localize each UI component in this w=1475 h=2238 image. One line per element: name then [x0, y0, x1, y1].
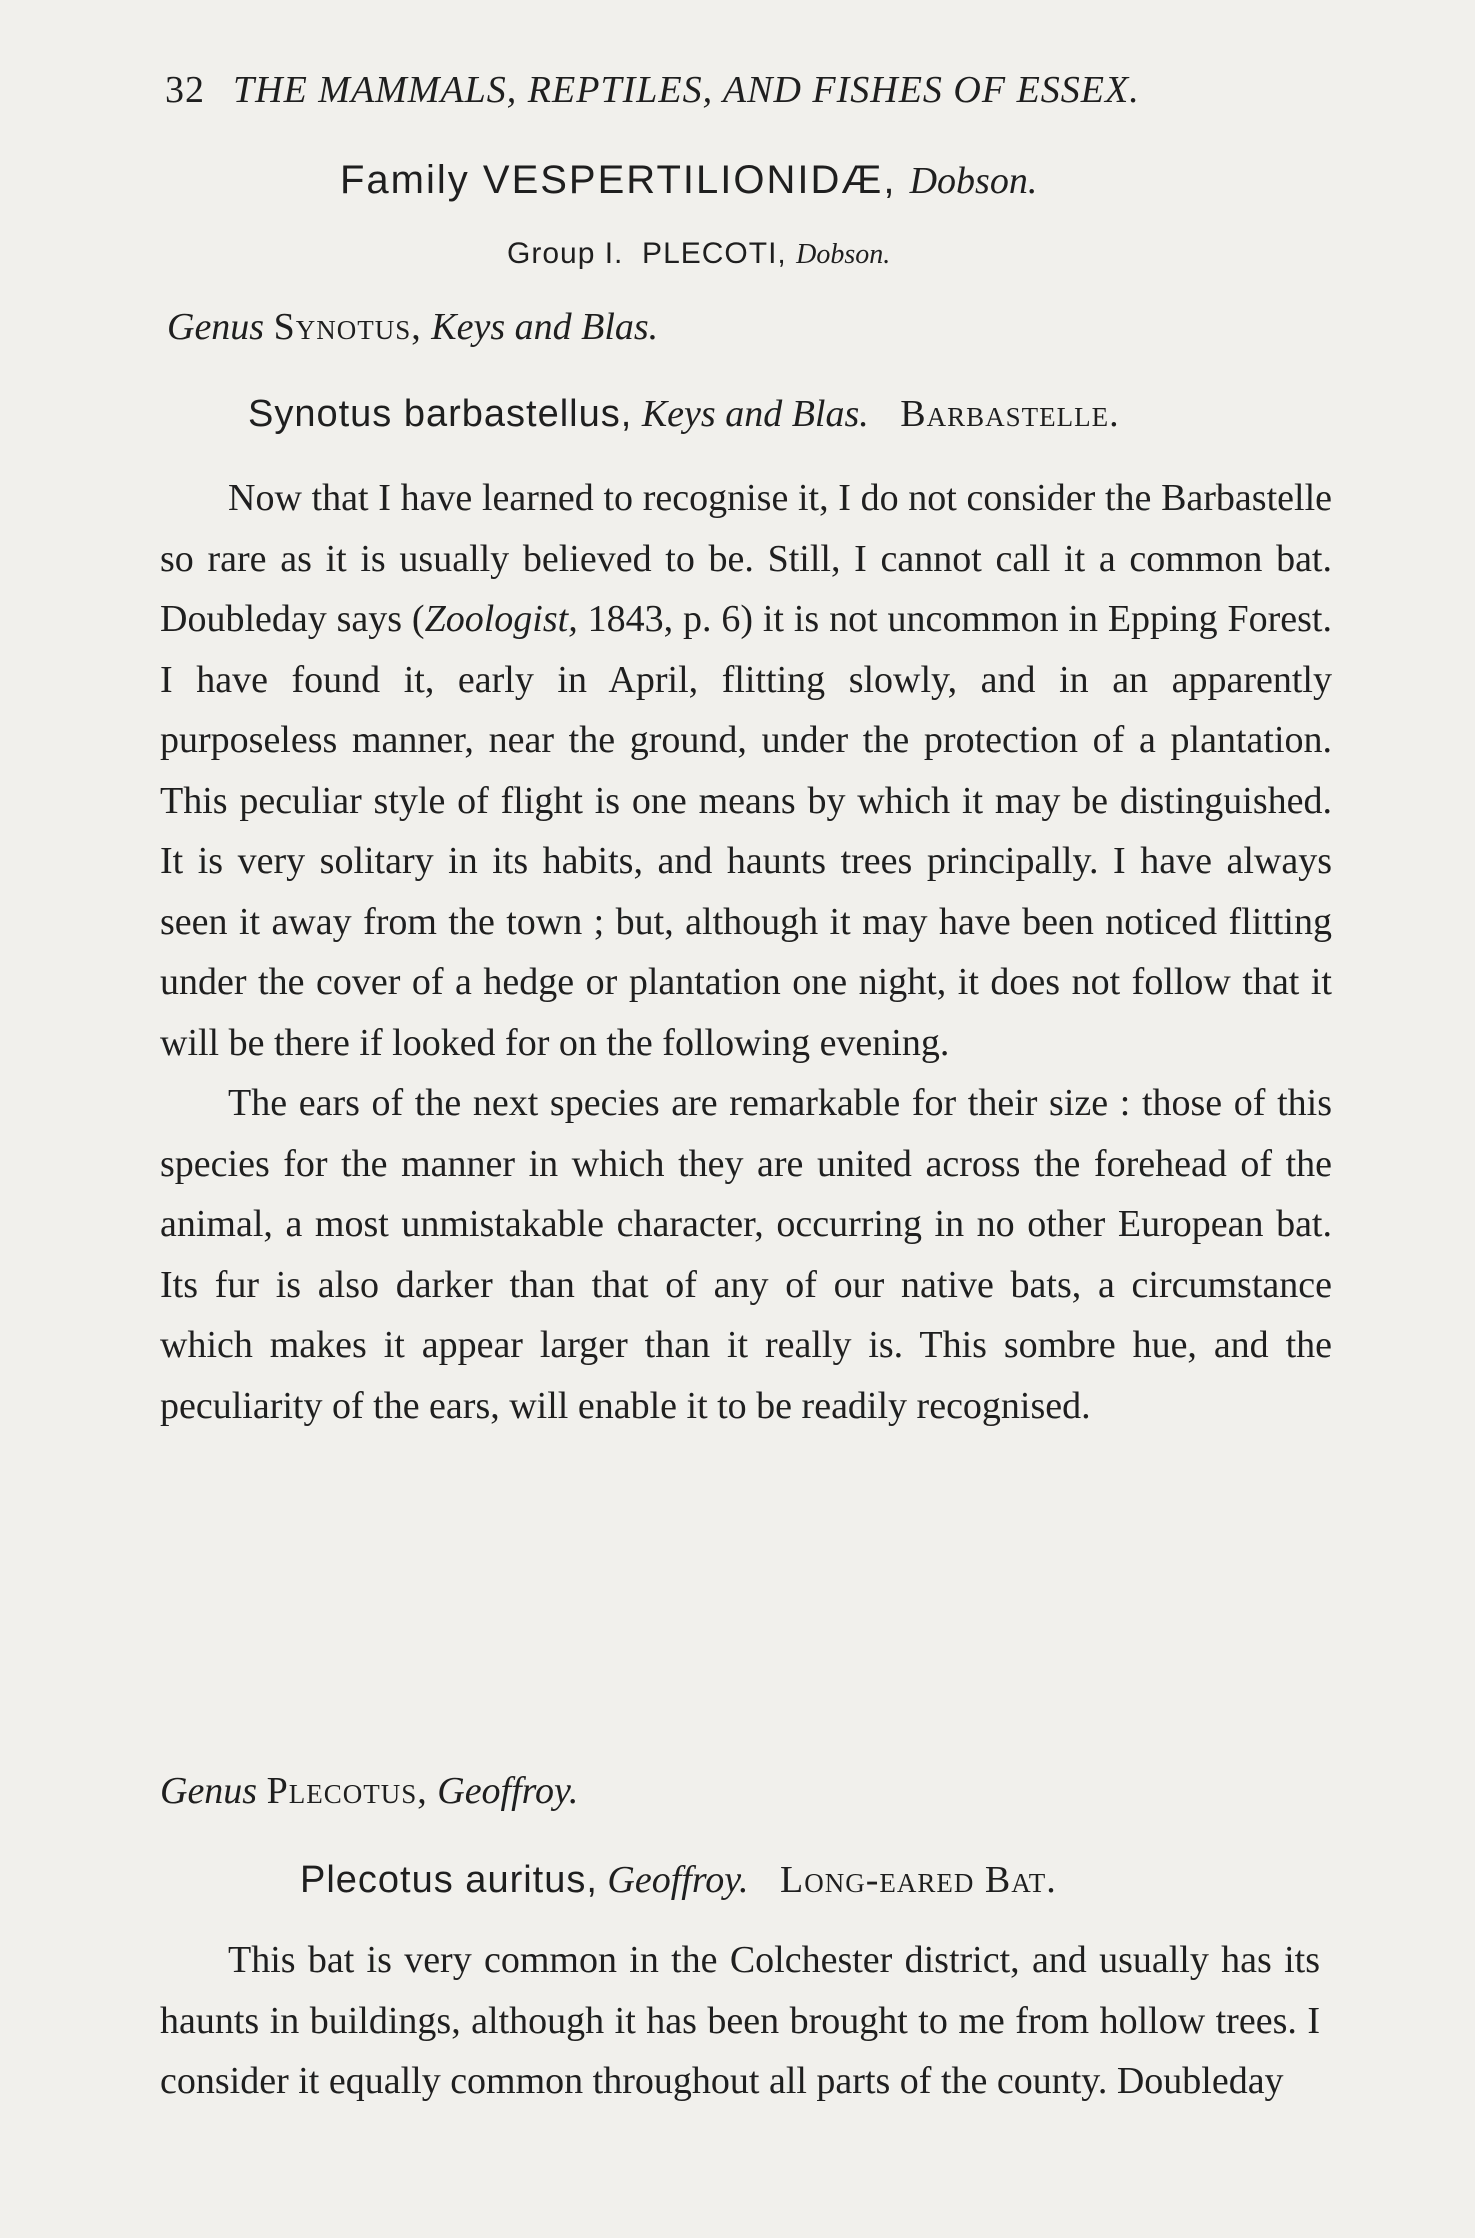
group-label: Group I. PLECOTI,	[507, 237, 787, 270]
species-name: Synotus barbastellus,	[248, 393, 633, 435]
species-common-name: Long-eared Bat.	[780, 1859, 1057, 1901]
paragraph-text: Now that I have learned to recognise it, I do not consider the Barbastelle so rare as it is usually believed to be. Still, I cannot call it a common bat. Doubleday says (	[160, 477, 1332, 640]
species-heading-barbastelle	[248, 392, 1120, 436]
family-heading	[340, 158, 1037, 203]
running-title: THE MAMMALS, REPTILES, AND FISHES OF ESSEX.	[233, 69, 1140, 111]
text-block-barbastelle	[160, 468, 1332, 1436]
genus-prefix: Genus	[160, 1770, 258, 1812]
genus-prefix: Genus	[167, 306, 265, 348]
paragraph: The ears of the next species are remarkable for their size : those of this species for the manner in which they are united across the forehead of the animal, a most unmistakable character, occurring in no other European bat. Its fur is also darker than that of any of our native bats, a circumstance which makes it appear larger than it really is. This sombre hue, and the peculiarity of the ears, will enable it to be readily recognised.	[160, 1082, 1332, 1427]
species-heading-long-eared-bat	[300, 1858, 1057, 1902]
reference-title: Zoologist,	[424, 598, 578, 640]
page-number: 32	[165, 69, 205, 111]
genus-heading-synotus	[167, 305, 658, 349]
paragraph: This bat is very common in the Colchester district, and usually has its haunts in buildings, although it has been brought to me from hollow trees. I consider it equally common throughout all parts of the county. Doubleday	[160, 1939, 1320, 2102]
genus-name: Synotus,	[273, 306, 422, 348]
genus-heading-plecotus	[160, 1769, 578, 1813]
paragraph	[160, 468, 1332, 1073]
species-name: Plecotus auritus,	[300, 1859, 598, 1901]
species-common-name: Barbastelle.	[900, 393, 1120, 435]
running-head	[165, 68, 1140, 112]
text-block-long-eared-bat	[160, 1930, 1320, 2112]
family-authority: Dobson.	[909, 160, 1038, 202]
genus-authority: Geoffroy.	[437, 1770, 579, 1812]
paragraph-text: 1843, p. 6) it is not uncommon in Epping Forest. I have found it, early in April, flitting slowly, and in an apparently purposeless manner, near the ground, under the protection of a plantation. This peculiar style of flight is one means by which it may be distinguished. It is very solitary in its habits, and haunts trees principally. I have always seen it away from the town ; but, although it may have been noticed flitting under the cover of a hedge or plantation one night, it does not follow that it will be there if looked for on the following evening.	[160, 598, 1332, 1064]
group-authority: Dobson.	[796, 239, 891, 270]
species-authority: Keys and Blas.	[641, 393, 869, 435]
genus-name: Plecotus,	[266, 1770, 428, 1812]
genus-authority: Keys and Blas.	[431, 306, 659, 348]
species-authority: Geoffroy.	[607, 1859, 749, 1901]
group-heading	[507, 237, 890, 271]
family-label: Family VESPERTILIONIDÆ,	[340, 158, 897, 202]
